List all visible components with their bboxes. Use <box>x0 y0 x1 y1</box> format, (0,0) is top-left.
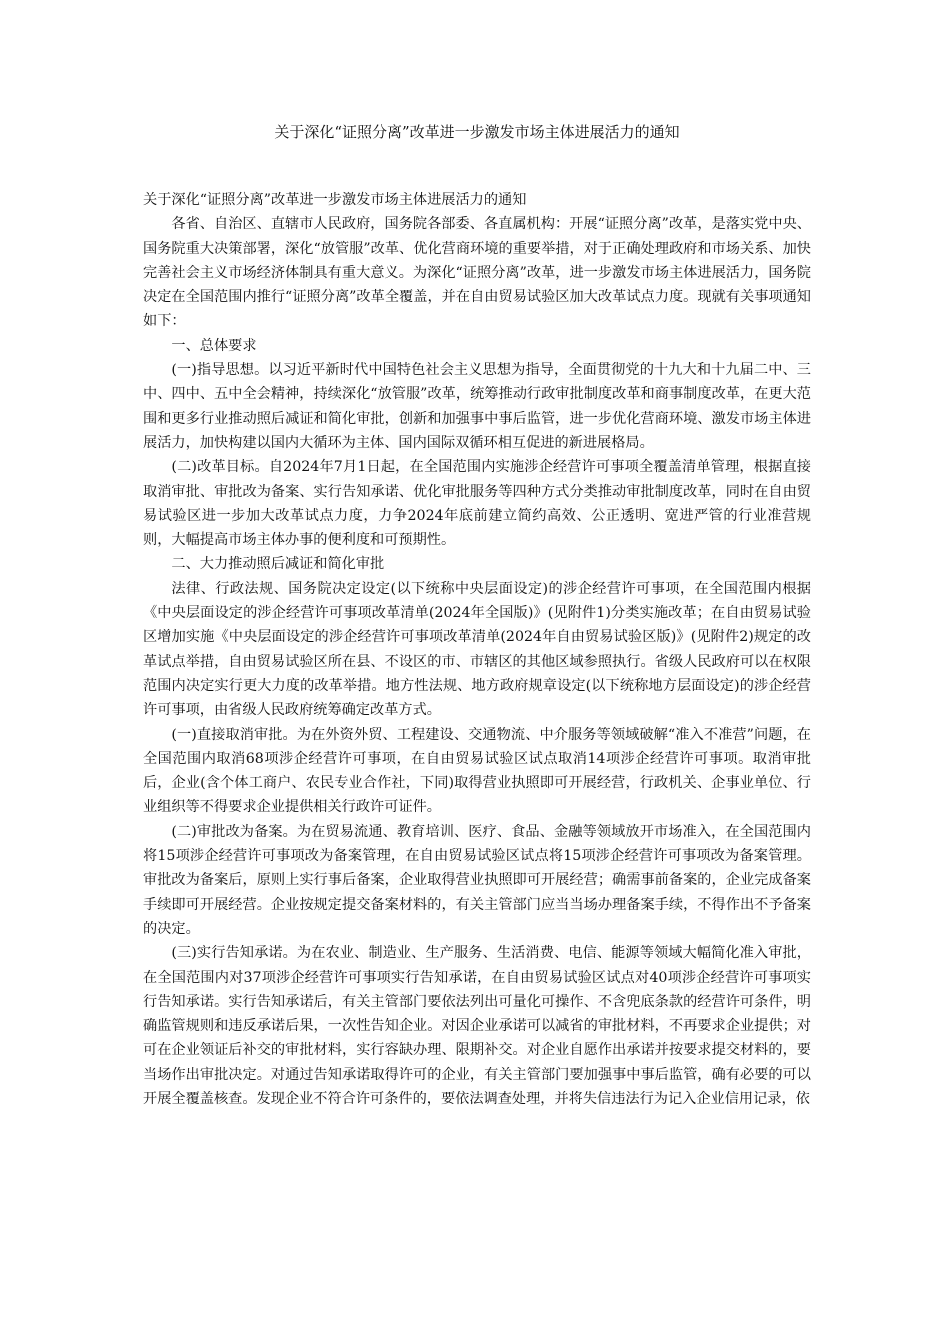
paragraph-notification-commitment: (三)实行告知承诺。为在农业、制造业、生产服务、生活消费、电信、能源等领域大幅简化准入审批，在全国范围内对37项涉企经营许可事项实行告知承诺，在自由贸易试验区试点对40项涉企经营许可事项实行告知承诺。实行告知承诺后，有关主管部门要依法列出可量化可操作、不含兜底条款的经营许可条件，明确监管规则和违反承诺后果，一次性告知企业。对因企业承诺可以减省的审批材料，不再要求企业提供；对可在企业领证后补交的审批材料，实行容缺办理、限期补交。对企业自愿作出承诺并按要求提交材料的，要当场作出审批决定。对通过告知承诺取得许可的企业，有关主管部门要加强事中事后监管，确有必要的可以开展全覆盖核查。发现企业不符合许可条件的，要依法调查处理，并将失信违法行为记入企业信用记录，依 <box>143 945 811 1107</box>
document-subtitle: 关于深化“证照分离”改革进一步激发市场主体进展活力的通知 <box>143 192 527 208</box>
document-body <box>143 188 811 1111</box>
paragraph-central-level: 法律、行政法规、国务院决定设定(以下统称中央层面设定)的涉企经营许可事项，在全国范围内根据《中央层面设定的涉企经营许可事项改革清单(2024年全国版)》(见附件1)分类实施改革；在自由贸易试验区增加实施《中央层面设定的涉企经营许可事项改革清单(2024年自由贸易试验区版)》(见附件2)规定的改革试点举措，自由贸易试验区所在县、不设区的市、市辖区的其他区域参照执行。省级人民政府可以在权限范围内决定实行更大力度的改革举措。地方性法规、地方政府规章设定(以下统称地方层面设定)的涉企经营许可事项，由省级人民政府统筹确定改革方式。 <box>143 580 811 719</box>
section-heading-2: 二、大力推动照后减证和简化审批 <box>171 556 385 573</box>
section-heading-1: 一、总体要求 <box>171 337 257 354</box>
paragraph-guiding-ideology: (一)指导思想。以习近平新时代中国特色社会主义思想为指导，全面贯彻党的十九大和十九届二中、三中、四中、五中全会精神，持续深化“放管服”改革，统筹推动行政审批制度改革和商事制度改革，在更大范围和更多行业推动照后减证和简化审批，创新和加强事中事后监管，进一步优化营商环境、激发市场主体进展活力，加快构建以国内大循环为主体、国内国际双循环相互促进的新进展格局。 <box>143 362 811 451</box>
paragraph-intro: 各省、自治区、直辖市人民政府，国务院各部委、各直属机构：开展“证照分离”改革，是落实党中央、国务院重大决策部署，深化“放管服”改革、优化营商环境的重要举措，对于正确处理政府和市场关系、加快完善社会主义市场经济体制具有重大意义。为深化“证照分离”改革，进一步激发市场主体进展活力，国务院决定在全国范围内推行“证照分离”改革全覆盖，并在自由贸易试验区加大改革试点力度。现就有关事项通知如下： <box>143 216 811 330</box>
document-page <box>143 120 811 1111</box>
paragraph-cancel-approval: (一)直接取消审批。为在外资外贸、工程建设、交通物流、中介服务等领域破解“准入不准营”问题，在全国范围内取消68项涉企经营许可事项，在自由贸易试验区试点取消14项涉企经营许可事项。取消审批后，企业(含个体工商户、农民专业合作社，下同)取得营业执照即可开展经营，行政机关、企事业单位、行业组织等不得要求企业提供相关行政许可证件。 <box>143 726 811 816</box>
paragraph-reform-goal: (二)改革目标。自2024年7月1日起，在全国范围内实施涉企经营许可事项全覆盖清单管理，根据直接取消审批、审批改为备案、实行告知承诺、优化审批服务等四种方式分类推动审批制度改革，同时在自由贸易试验区进一步加大改革试点力度，力争2024年底前建立简约高效、公正透明、宽进严管的行业准营规则，大幅提高市场主体办事的便利度和可预期性。 <box>143 459 811 549</box>
paragraph-record-filing: (二)审批改为备案。为在贸易流通、教育培训、医疗、食品、金融等领域放开市场准入，在全国范围内将15项涉企经营许可事项改为备案管理，在自由贸易试验区试点将15项涉企经营许可事项改为备案管理。审批改为备案后，原则上实行事后备案，企业取得营业执照即可开展经营；确需事前备案的，企业完成备案手续即可开展经营。企业按规定提交备案材料的，有关主管部门应当当场办理备案手续，不得作出不予备案的决定。 <box>143 823 811 937</box>
page-title: 关于深化“证照分离”改革进一步激发市场主体进展活力的通知 <box>274 123 680 141</box>
